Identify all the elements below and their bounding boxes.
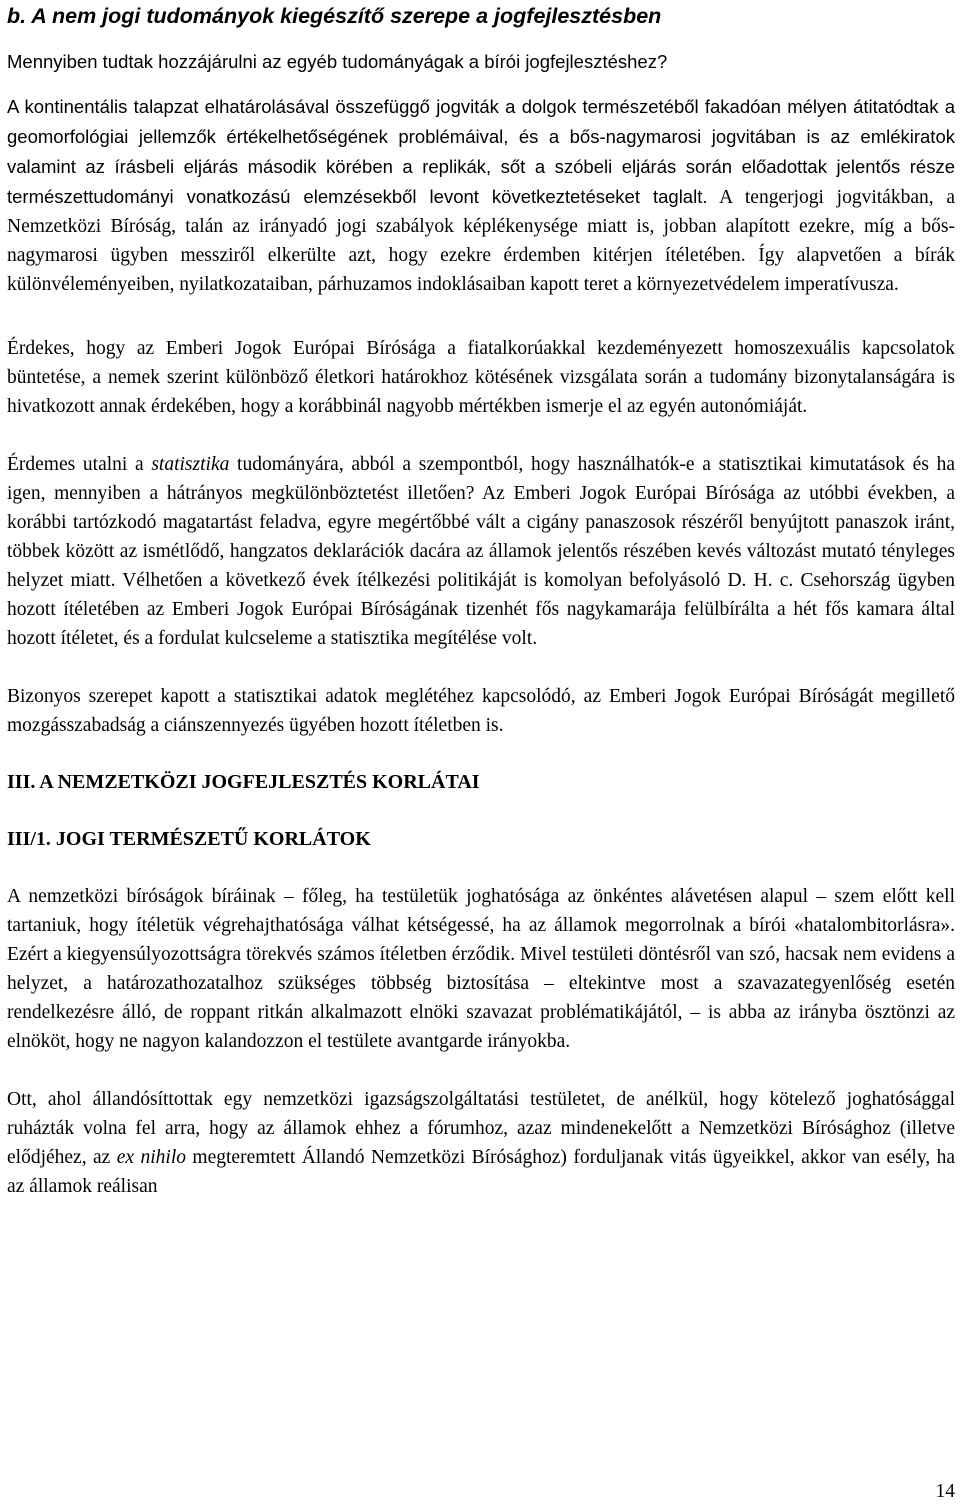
paragraph-permanent-start: Ott, ahol állandósíttottak egy nemzetközi igazságszolgáltatási testületet, de anélkül, hogy kötelező joghatósággal ruházták volna fel arra, hogy az államok ehhez a fórumhoz, azaz mindenekelőtt a Nemzetközi Bírósághoz (illetve elődjéhez, az (7, 1089, 955, 1168)
paragraph-statistics (7, 450, 955, 653)
paragraph-cyanide-pollution: Bizonyos szerepet kapott a statisztikai adatok meglétéhez kapcsolódó, az Emberi Jogok Európai Bíróságát megillető mozgásszabadság a ciánszennyezés ügyében hozott ítéletben is. (7, 686, 955, 736)
paragraph-human-rights-court: Érdekes, hogy az Emberi Jogok Európai Bírósága a fiatalkorúakkal kezdeményezett homoszexuális kapcsolatok büntetése, a nemek szerint különböző életkori határokhoz kötésének vizsgálata során a tudomány bizonytalanságára is hivatkozott annak érdekében, hogy a korábbinál nagyobb mértékben ismerje el az egyén autonómiáját. (7, 338, 955, 417)
paragraph-permanent-court (7, 1085, 955, 1201)
paragraph-continental-shelf (7, 92, 955, 299)
paragraph-international-courts: A nemzetközi bíróságok bíráinak – főleg, ha testületük joghatósága az önkéntes alávetésen alapul – szem előtt kell tartaniuk, hogy ítéletük végrehajthatósága válhat kétségessé, ha az államok megorrolnak a bírói «hatalombitorlásra». Ezért a kiegyensúlyozottságra törekvés számos ítéletben érződik. Mivel testületi döntésről van szó, hacsak nem evidens a helyzet, a határozathozatalhoz szükséges többség biztosítása – eltekintve most a szavazategyenlőség esetén rendelkezésre álló, de roppant ritkán alkalmazott elnöki szavazat problématikájától, – is abba az irányba ösztönzi az elnököt, hogy ne nagyon kalandozzon el testülete avantgarde irányokba. (7, 886, 955, 1052)
section-b-heading: b. A nem jogi tudományok kiegészítő szerepe a jogfejlesztésben (7, 4, 662, 28)
document-page (7, 0, 955, 1509)
section-iii1-heading: III/1. JOGI TERMÉSZETŰ KORLÁTOK (7, 828, 371, 850)
statistics-italic-term: statisztika (151, 454, 230, 475)
question-paragraph: Mennyiben tudtak hozzájárulni az egyéb tudományágak a bírói jogfejlesztéshez? (7, 51, 668, 72)
paragraph-statistics-rest: tudományára, abból a szempontból, hogy használhatók-e a statisztikai kimutatások és ha igen, mennyiben a hátrányos megkülönböztetést illetően? Az Emberi Jogok Európai Bírósága az utóbbi években, a korábbi tartózkodó magatartást feladva, egyre megértőbbé vált a cigány panaszosok részéről benyújtott panaszok iránt, többek között az ismétlődő, hangzatos deklarációk dacára az államok jelentős részében kevés változást mutató tényleges helyzet miatt. Vélhetően a következő évek ítélkezési politikáját is komolyan befolyásoló D. H. c. Csehország ügyben hozott ítéletében az Emberi Jogok Európai Bíróságának tizenhét fős nagykamarája felülbírálta a hét fős kamara által hozott ítéletet, és a fordulat kulcseleme a statisztika megítélése volt. (7, 454, 955, 649)
paragraph-statistics-start: Érdemes utalni a (7, 454, 152, 475)
section-iii-heading: III. A NEMZETKÖZI JOGFEJLESZTÉS KORLÁTAI (7, 771, 480, 793)
paragraph-sans-part: A kontinentális talapzat elhatárolásával összefüggő jogviták a dolgok természetéből fakadóan mélyen átitatódtak a geomorfológiai jellemzők értékelhetőségének problémáival, és a bős-nagymarosi jogvitában is az emlékiratok valamint az írásbeli eljárás második körében a replikák, sőt a szóbeli eljárás során előadottak jelentős része természettudományi vonatkozású elemzésekből levont következtetéseket taglalt. (7, 96, 955, 207)
paragraph-serif-part: A tengerjogi jogvitákban, a Nemzetközi Bíróság, talán az irányadó jogi szabályok képlékenysége miatt is, jobban alapított ezekre, míg a bős-nagymarosi ügyben messziről elkerülte azt, hogy ezekre érdemben kitérjen ítéletében. Így alapvetően a bírák különvéleményeiben, nyilatkozataiban, párhuzamos indoklásaiban kapott teret a környezetvédelem imperatívusza. (7, 187, 955, 295)
ex-nihilo-italic-term: ex nihilo (116, 1147, 186, 1168)
page-number: 14 (935, 1481, 955, 1502)
paragraph-permanent-rest: megteremtett Állandó Nemzetközi Bírósághoz) forduljanak vitás ügyeikkel, akkor van esély, ha az államok reálisan (7, 1147, 956, 1197)
